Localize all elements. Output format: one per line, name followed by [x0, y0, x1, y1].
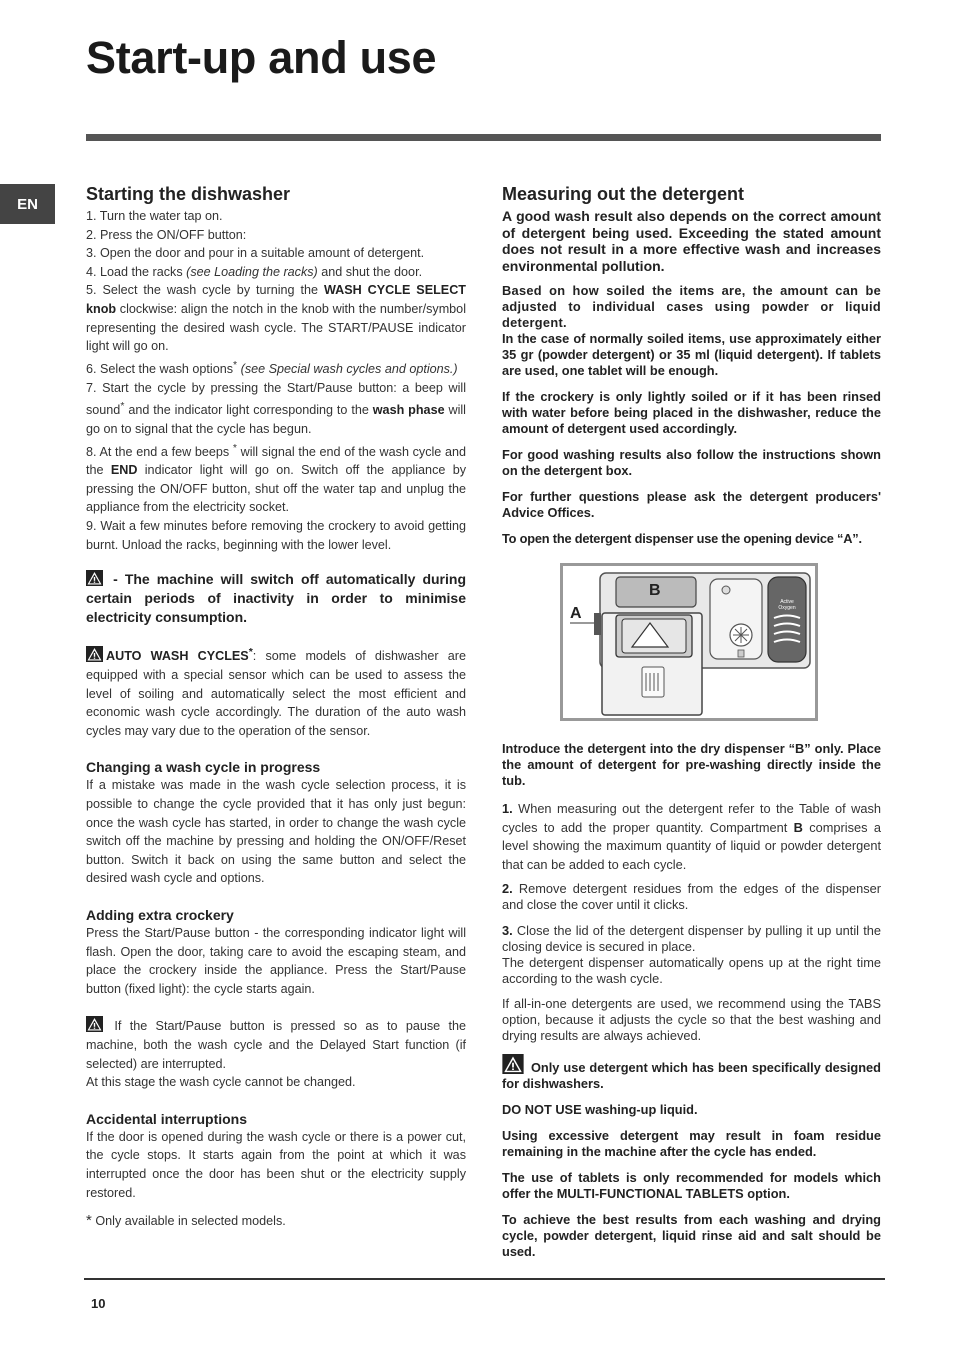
detergent-lead: A good wash result also depends on the correct amount of detergent being used. Exceeding the stated amount does not result in a more effective wash and increases environmental pollution.: [502, 208, 881, 274]
step-8: 8. At the end a few beeps * will signal the end of the wash cycle and the END indicator light will go on. Switch off the appliance by pressing the ON/OFF button, shut off the water tap and unplug the appliance from the electricity socket.: [86, 441, 466, 515]
extra-crockery-text: Press the Start/Pause button - the corresponding indicator light will flash. Open the door, taking care to avoid the escaping steam, and place the crockery inside the appliance. Press the Start/Pause button (fixed light): the cycle starts again.: [86, 925, 466, 996]
starting-heading: Starting the dishwasher: [86, 184, 291, 204]
instruction-2: 2. Remove detergent residues from the edges of the dispenser and close the cover until it clicks.: [502, 881, 881, 913]
step-1: 1. Turn the water tap on.: [86, 209, 223, 223]
tabs-note: If all-in-one detergents are used, we recommend using the TABS option, because it adjusts the cycle so that the best washing and drying results are always achieved.: [502, 996, 881, 1044]
warning-best-results: To achieve the best results from each washing and drying cycle, powder detergent, liquid rinse aid and salt should be used.: [502, 1212, 881, 1260]
warning-icon: [86, 570, 103, 586]
warning-detergent: Only use detergent which has been specifically designed for dishwashers.: [502, 1054, 881, 1092]
step-2: 2. Press the ON/OFF button:: [86, 227, 247, 242]
title-divider: [86, 134, 881, 141]
detergent-heading: Measuring out the detergent: [502, 184, 745, 204]
detergent-p4: For good washing results also follow the instructions shown on the detergent box.: [502, 447, 881, 479]
warning-foam: Using excessive detergent may result in foam residue remaining in the machine after the cycle has ended.: [502, 1128, 881, 1160]
detergent-p6: To open the detergent dispenser use the opening device “A”.: [502, 531, 862, 547]
right-column: [502, 182, 881, 1260]
footnote: * Only available in selected models.: [86, 1212, 286, 1230]
accidental-heading: Accidental interruptions: [86, 1110, 248, 1127]
step-5: 5. Select the wash cycle by turning the WASH CYCLE SELECT knob clockwise: align the notch in the knob with the number/symbol representing the desired wash cycle. The START/PAUSE indicator light will go on.: [86, 283, 466, 354]
language-tab: EN: [0, 184, 55, 224]
auto-wash-note: AUTO WASH CYCLES*: some models of dishwasher are equipped with a special sensor which can be used to assess the level of soiling and automatically select the most efficient and economic wash cycle accordingly. The duration of the auto wash cycles may vary due to the operation of the sensor.: [86, 646, 466, 738]
step-7: 7. Start the cycle by pressing the Start/Pause button: a beep will sound* and the indicator light corresponding to the wash phase will go on to signal that the cycle has begun.: [86, 380, 466, 436]
instruction-3: 3. Close the lid of the detergent dispenser by pulling it up until the closing device is secured in place.: [502, 923, 881, 955]
detergent-dispenser-illustration: [560, 563, 818, 721]
changing-text: If a mistake was made in the wash cycle selection process, it is possible to change the cycle provided that it has only just begun: once the wash cycle has started, in order to change the wash cycle switch off the machine by pressing and holding the ON/OFF/Reset button. Switch it back on using the same button and select the desired wash cycle and options.: [86, 778, 466, 886]
pause-note: At this stage the wash cycle cannot be changed.: [86, 1075, 356, 1090]
warning-washing-up: DO NOT USE washing-up liquid.: [502, 1102, 698, 1118]
extra-crockery-heading: Adding extra crockery: [86, 906, 234, 923]
figure-label-a: A: [570, 605, 582, 623]
detergent-p3: If the crockery is only lightly soiled or if it has been rinsed with water before being placed in the dishwasher, reduce the amount of detergent used accordingly.: [502, 389, 881, 437]
detergent-p5: For further questions please ask the detergent producers' Advice Offices.: [502, 489, 881, 521]
instruction-3b: The detergent dispenser automatically opens up at the right time according to the wash cycle.: [502, 955, 881, 987]
warning-icon: [502, 1054, 524, 1074]
detergent-p2: In the case of normally soiled items, use approximately either 35 gr (powder detergent) or 35 ml (liquid detergent). If tablets are used, one tablet will be enough.: [502, 331, 881, 379]
footer-divider: [84, 1278, 885, 1280]
step-9: 9. Wait a few minutes before removing the crockery to avoid getting burnt. Unload the racks, beginning with the lower level.: [86, 519, 466, 552]
warning-icon: [86, 646, 103, 662]
badge-line-1: Active: [780, 599, 794, 606]
page-title: Start-up and use: [86, 32, 437, 83]
changing-heading: Changing a wash cycle in progress: [86, 759, 321, 776]
step-4: 4. Load the racks (see Loading the racks) and shut the door.: [86, 264, 423, 279]
warning-icon: [86, 1016, 103, 1032]
detergent-p1: Based on how soiled the items are, the amount can be adjusted to individual cases using powder or liquid detergent.: [502, 283, 881, 331]
step-6: 6. Select the wash options* (see Special wash cycles and options.): [86, 358, 458, 376]
figure-label-b: B: [649, 582, 661, 600]
auto-off-warning: - The machine will switch off automatically during certain periods of inactivity in order to minimise electricity consumption.: [86, 571, 466, 626]
step-3: 3. Open the door and pour in a suitable amount of detergent.: [86, 246, 425, 261]
badge-line-2: Oxygen: [778, 605, 796, 612]
detergent-p7: Introduce the detergent into the dry dispenser “B” only. Place the amount of detergent for pre-washing directly inside the tub.: [502, 741, 881, 789]
warning-tablets: The use of tablets is only recommended for models which offer the MULTI-FUNCTIONAL TABLETS option.: [502, 1170, 881, 1202]
accidental-text: If the door is opened during the wash cycle or there is a power cut, the cycle stops. It starts again from the point at which it was interrupted once the door has been shut or the electricity supply restored.: [86, 1129, 466, 1200]
instruction-1: 1. When measuring out the detergent refer to the Table of wash cycles to add the proper quantity. Compartment B comprises a level showing the maximum quantity of liquid or powder detergent that can be added to each cycle.: [502, 801, 881, 872]
pause-warning: If the Start/Pause button is pressed so as to pause the machine, both the wash cycle and the Delayed Start function (if selected) are interrupted.: [86, 1016, 466, 1073]
page-number: 10: [91, 1296, 106, 1311]
left-column: [86, 182, 466, 1231]
